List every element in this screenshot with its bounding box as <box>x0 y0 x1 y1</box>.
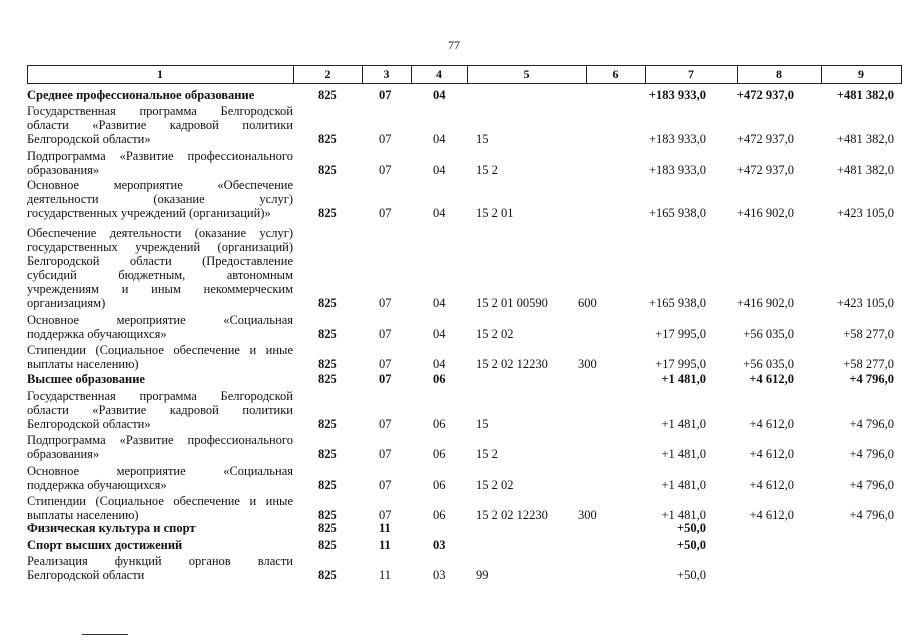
row-name-line: Высшее образование <box>27 372 145 386</box>
code-section: 07 <box>379 206 392 220</box>
code-admin: 825 <box>318 568 337 582</box>
code-target: 15 2 02 <box>476 327 514 341</box>
row-name-line: поддержка обучающихся» <box>27 327 167 341</box>
code-subsection: 06 <box>433 447 446 461</box>
amount-2021: +50,0 <box>677 521 706 535</box>
row-name-line: Белгородской области» <box>27 417 151 431</box>
header-col-9: 9 <box>858 67 864 81</box>
header-col-2: 2 <box>324 67 331 81</box>
code-admin: 825 <box>318 538 337 552</box>
amount-2023: +481 382,0 <box>836 163 894 177</box>
amount-2022: +56 035,0 <box>743 357 794 371</box>
row-name-line: Подпрограмма «Развитие профессионального <box>27 433 293 447</box>
row-name-line: области «Развитие кадровой политики <box>27 403 293 417</box>
row-name-line: Среднее профессиональное образование <box>27 88 255 102</box>
amount-2022: +472 937,0 <box>736 88 794 102</box>
code-section: 07 <box>379 447 392 461</box>
code-subsection: 04 <box>433 296 446 310</box>
code-admin: 825 <box>318 88 337 102</box>
amount-2022: +4 612,0 <box>749 372 794 386</box>
code-admin: 825 <box>318 447 337 461</box>
amount-2022: +56 035,0 <box>743 327 794 341</box>
amount-2022: +4 612,0 <box>749 447 794 461</box>
amount-2023: +481 382,0 <box>836 132 894 146</box>
code-target: 15 2 02 <box>476 478 514 492</box>
code-subsection: 06 <box>433 372 446 386</box>
amount-2023: +4 796,0 <box>849 447 894 461</box>
row-name-line: области «Развитие кадровой политики <box>27 118 293 132</box>
row-name <box>27 554 293 582</box>
page-number: 77 <box>448 38 460 52</box>
code-target: 15 2 02 12230 <box>476 508 548 522</box>
row-name-line: Белгородской области <box>27 568 145 582</box>
header-col-5: 5 <box>523 67 530 81</box>
header-col-8: 8 <box>776 67 782 81</box>
code-target: 15 2 <box>476 163 498 177</box>
code-admin: 825 <box>318 478 337 492</box>
header-col-1: 1 <box>157 67 163 81</box>
amount-2022: +416 902,0 <box>736 296 794 310</box>
amount-2023: +423 105,0 <box>836 296 894 310</box>
code-admin: 825 <box>318 296 337 310</box>
code-admin: 825 <box>318 372 337 386</box>
header-col-4: 4 <box>436 67 442 81</box>
row-name-line: Государственная программа Белгородской <box>27 104 293 118</box>
row-name-line: Реализация функций органов власти <box>27 554 293 568</box>
amount-2021: +183 933,0 <box>648 88 706 102</box>
code-section: 07 <box>379 163 392 177</box>
row-name-line: Белгородской области (Предоставление <box>27 254 293 268</box>
code-admin: 825 <box>318 357 337 371</box>
amount-2022: +4 612,0 <box>749 417 794 431</box>
row-name-line: Физическая культура и спорт <box>27 521 196 535</box>
amount-2023: +4 796,0 <box>849 508 894 522</box>
amount-2023: +58 277,0 <box>843 327 894 341</box>
code-subsection: 03 <box>433 568 446 582</box>
code-section: 07 <box>379 296 392 310</box>
row-name-line: Спорт высших достижений <box>27 538 183 552</box>
row-name-line: Обеспечение деятельности (оказание услуг) <box>27 226 293 240</box>
amount-2023: +58 277,0 <box>843 357 894 371</box>
amount-2021: +183 933,0 <box>648 163 706 177</box>
row-name-line: организациям) <box>27 296 106 310</box>
code-subsection: 04 <box>433 327 446 341</box>
code-admin: 825 <box>318 206 337 220</box>
code-target: 15 2 01 <box>476 206 514 220</box>
amount-2021: +183 933,0 <box>648 132 706 146</box>
amount-2021: +50,0 <box>677 538 706 552</box>
amount-2021: +165 938,0 <box>648 206 706 220</box>
code-section: 07 <box>379 88 392 102</box>
header-col-6: 6 <box>612 67 619 81</box>
amount-2022: +472 937,0 <box>736 163 794 177</box>
code-admin: 825 <box>318 508 337 522</box>
amount-2023: +4 796,0 <box>849 372 894 386</box>
code-admin: 825 <box>318 132 337 146</box>
code-section: 11 <box>379 568 392 582</box>
code-section: 11 <box>379 521 391 535</box>
code-section: 07 <box>379 372 392 386</box>
code-admin: 825 <box>318 163 337 177</box>
amount-2021: +1 481,0 <box>661 372 706 386</box>
amount-2021: +1 481,0 <box>661 478 706 492</box>
row-name-line: государственных учреждений (организаций) <box>27 240 293 254</box>
amount-2022: +4 612,0 <box>749 508 794 522</box>
code-admin: 825 <box>318 521 337 535</box>
code-admin: 825 <box>318 417 337 431</box>
row-name-line: деятельности (оказание услуг) <box>27 192 293 206</box>
code-type: 300 <box>578 357 597 371</box>
row-name-line: Государственная программа Белгородской <box>27 389 293 403</box>
amount-2021: +17 995,0 <box>655 327 706 341</box>
code-section: 07 <box>379 132 392 146</box>
row-name-line: Белгородской области» <box>27 132 151 146</box>
header-col-3: 3 <box>383 67 390 81</box>
row-name-line: государственных учреждений (организаций)» <box>27 206 271 220</box>
code-section: 07 <box>379 327 392 341</box>
amount-2023: +481 382,0 <box>836 88 894 102</box>
code-subsection: 04 <box>433 132 446 146</box>
code-target: 15 2 02 12230 <box>476 357 548 371</box>
row-name-line: образования» <box>27 163 100 177</box>
code-subsection: 06 <box>433 417 446 431</box>
amount-2021: +17 995,0 <box>655 357 706 371</box>
amount-2021: +1 481,0 <box>661 447 706 461</box>
amount-2023: +4 796,0 <box>849 478 894 492</box>
amount-2023: +4 796,0 <box>849 417 894 431</box>
code-section: 07 <box>379 508 392 522</box>
row-name-line: Основное мероприятие «Обеспечение <box>27 178 293 192</box>
code-section: 07 <box>379 357 392 371</box>
amount-2022: +416 902,0 <box>736 206 794 220</box>
code-target: 15 2 <box>476 447 498 461</box>
code-subsection: 06 <box>433 478 446 492</box>
code-admin: 825 <box>318 327 337 341</box>
row-name-line: Основное мероприятие «Социальная <box>27 313 293 327</box>
code-type: 300 <box>578 508 597 522</box>
row-name-line: субсидий бюджетным, автономным <box>27 268 293 282</box>
amount-2022: +4 612,0 <box>749 478 794 492</box>
row-name-line: выплаты населению) <box>27 357 139 371</box>
code-target: 99 <box>476 568 489 582</box>
row-name-line: Основное мероприятие «Социальная <box>27 464 293 478</box>
amount-2021: +1 481,0 <box>661 508 706 522</box>
amount-2022: +472 937,0 <box>736 132 794 146</box>
row-name-line: Подпрограмма «Развитие профессионального <box>27 149 293 163</box>
amount-2021: +1 481,0 <box>661 417 706 431</box>
code-target: 15 <box>476 132 489 146</box>
row-name-line: учреждениям и иным некоммерческим <box>27 282 293 296</box>
code-subsection: 04 <box>433 357 446 371</box>
footnote-divider <box>82 634 128 635</box>
amount-2023: +423 105,0 <box>836 206 894 220</box>
row-name-line: поддержка обучающихся» <box>27 478 167 492</box>
code-section: 07 <box>379 417 392 431</box>
amount-2021: +165 938,0 <box>648 296 706 310</box>
row-name-line: выплаты населению) <box>27 508 139 522</box>
code-target: 15 2 01 00590 <box>476 296 548 310</box>
code-subsection: 04 <box>433 206 446 220</box>
row-name-line: Стипендии (Социальное обеспечение и иные <box>27 343 293 357</box>
row-name-line: образования» <box>27 447 100 461</box>
code-section: 07 <box>379 478 392 492</box>
code-subsection: 04 <box>433 163 446 177</box>
code-target: 15 <box>476 417 489 431</box>
amount-2021: +50,0 <box>677 568 706 582</box>
code-subsection: 03 <box>433 538 446 552</box>
code-subsection: 04 <box>433 88 446 102</box>
header-col-7: 7 <box>688 67 694 81</box>
code-subsection: 06 <box>433 508 446 522</box>
code-section: 11 <box>379 538 391 552</box>
code-type: 600 <box>578 296 597 310</box>
row-name-line: Стипендии (Социальное обеспечение и иные <box>27 494 293 508</box>
